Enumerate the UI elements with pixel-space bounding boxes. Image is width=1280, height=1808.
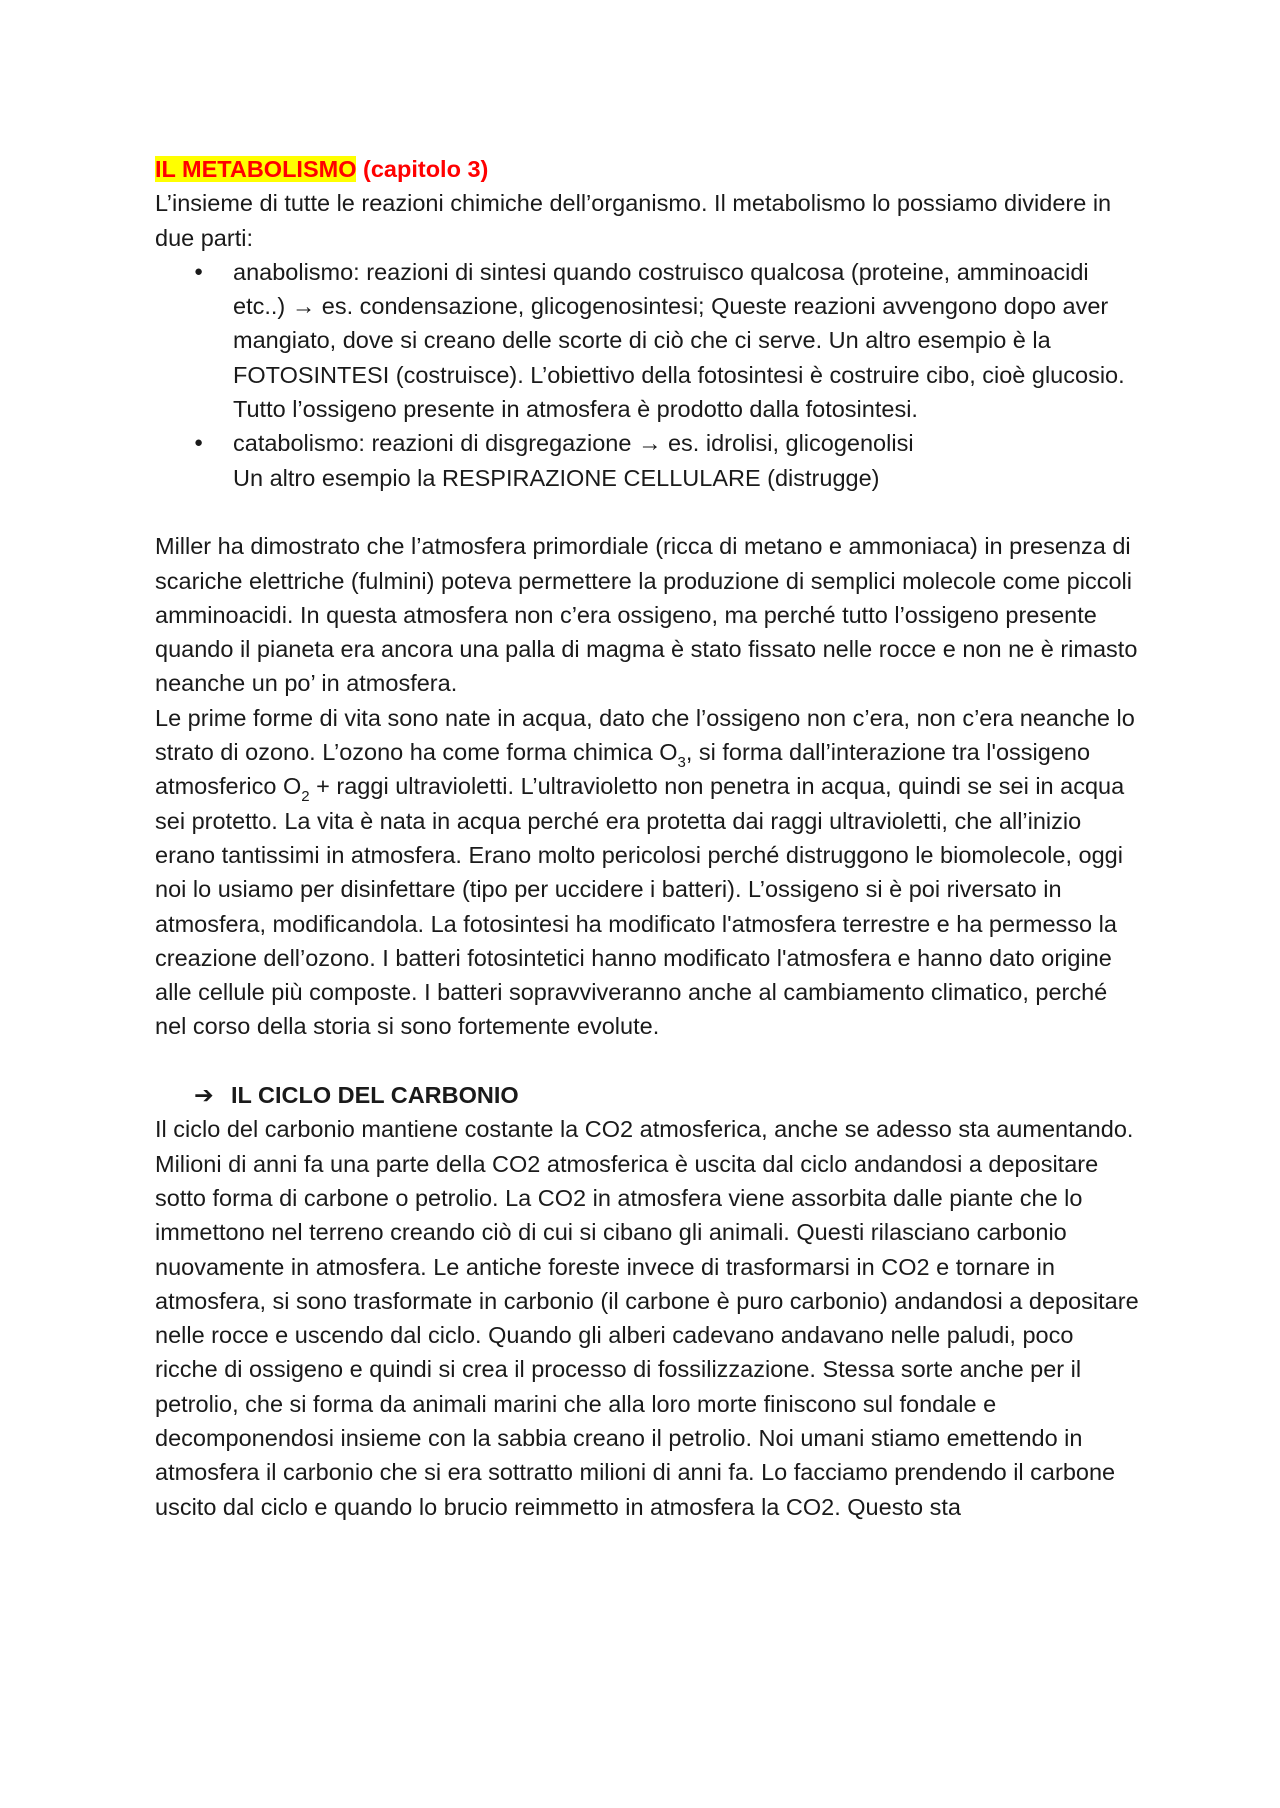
bullet-icon: ● <box>194 262 204 280</box>
miller-paragraph: Miller ha dimostrato che l’atmosfera primordiale (ricca di metano e ammoniaca) in presenza di scariche elettriche (fulmini) poteva permettere la produzione di semplici molecole come piccoli amminoacidi. In questa atmosfera non c’era ossigeno, ma perché tutto l’ossigeno presente quando il pianeta era ancora una palla di magma è stato fissato nelle rocce e non ne è rimasto neanche un po’ in atmosfera. <box>155 533 1138 697</box>
spacer <box>155 1044 1140 1078</box>
title-chapter: (capitolo 3) <box>356 156 489 182</box>
life-text-part3: + raggi ultravioletti. L’ultravioletto non penetra in acqua, quindi se sei in acqua sei protetto. La vita è nata in acqua perché era protetta dai raggi ultravioletti, che all’inizio erano tantissimi in atmosfera. Erano molto pericolosi perché distruggono le biomolecole, oggi noi lo usiamo per disinfettare (tipo per uccidere i batteri). L’ossigeno si è poi riversato in atmosfera, modificandola. La fotosintesi ha modificato l'atmosfera terrestre e ha permesso la creazione dell’ozono. I batteri fotosintetici hanno modificato l'atmosfera e hanno dato origine alle cellule più composte. I batteri sopravviveranno anche al cambiamento climatico, perché nel corso della storia si sono fortemente evolute. <box>155 773 1125 1040</box>
bullet-icon: ● <box>194 434 204 452</box>
life-text-part1: Le prime forme di vita sono nate in acqua, dato che l’ossigeno non c’era, non c’era neanche lo strato di ozono. L’ozono ha come forma chimica O <box>155 704 1135 766</box>
document-page <box>155 152 1140 1524</box>
carbon-cycle-paragraph: Il ciclo del carbonio mantiene costante la CO2 atmosferica, anche se adesso sta aumentando. Milioni di anni fa una parte della CO2 atmosferica è uscita dal ciclo andandosi a depositare sotto forma di carbone o petrolio. La CO2 in atmosfera viene assorbita dalle piante che lo immettono nel terreno creando ciò di cui si cibano gli animali. Questi rilasciano carbonio nuovamente in atmosfera. Le antiche foreste invece di trasformarsi in CO2 e tornare in atmosfera, si sono trasformate in carbonio (il carbone è puro carbonio) andandosi a depositare nelle rocce e uscendo dal ciclo. Quando gli alberi cadevano andavano nelle paludi, poco ricche di ossigeno e quindi si crea il processo di fossilizzazione. Stessa sorte anche per il petrolio, che si forma da animali marini che alla loro morte finiscono sul fondale e decomponendosi insieme con la sabbia creano il petrolio. Noi umani stiamo emettendo in atmosfera il carbonio che si era sottratto milioni di anni fa. Lo facciamo prendendo il carbone uscito dal ciclo e quando lo brucio reimmetto in atmosfera la CO2. Questo sta <box>155 1116 1139 1520</box>
spacer <box>155 495 1140 529</box>
list-item-text: catabolismo: reazioni di disgregazione → es. idrolisi, glicogenolisi <box>233 430 914 457</box>
ozone-subscript: 3 <box>677 754 686 772</box>
metabolism-list <box>155 255 1140 495</box>
arrow-right-icon: ➔ <box>194 1082 214 1109</box>
life-origin-paragraph <box>155 701 1140 1044</box>
intro-paragraph: L’insieme di tutte le reazioni chimiche dell’organismo. Il metabolismo lo possiamo dividere in due parti: <box>155 190 1112 251</box>
list-item-anabolismo <box>155 255 1140 426</box>
title-highlighted: IL METABOLISMO <box>155 156 357 182</box>
section-heading-carbon-cycle <box>155 1078 1140 1112</box>
section-heading-text: IL CICLO DEL CARBONIO <box>231 1082 519 1109</box>
list-item-catabolismo <box>155 426 1140 495</box>
list-item-continuation: Un altro esempio la RESPIRAZIONE CELLULARE (distrugge) <box>233 464 880 491</box>
life-text-part2: , si forma dall’interazione tra l'ossigeno atmosferico O <box>155 739 1091 800</box>
list-item-text: anabolismo: reazioni di sintesi quando costruisco qualcosa (proteine, amminoacidi etc..) → es. condensazione, glicogenosintesi; Queste reazioni avvengono dopo aver mangiato, dove si creano delle scorte di ciò che ci serve. Un altro esempio è la FOTOSINTESI (costruisce). L’obiettivo della fotosintesi è costruire cibo, cioè glucosio. Tutto l’ossigeno presente in atmosfera è prodotto dalla fotosintesi. <box>233 258 1125 423</box>
oxygen-subscript: 2 <box>301 788 310 806</box>
document-title <box>155 152 1140 186</box>
